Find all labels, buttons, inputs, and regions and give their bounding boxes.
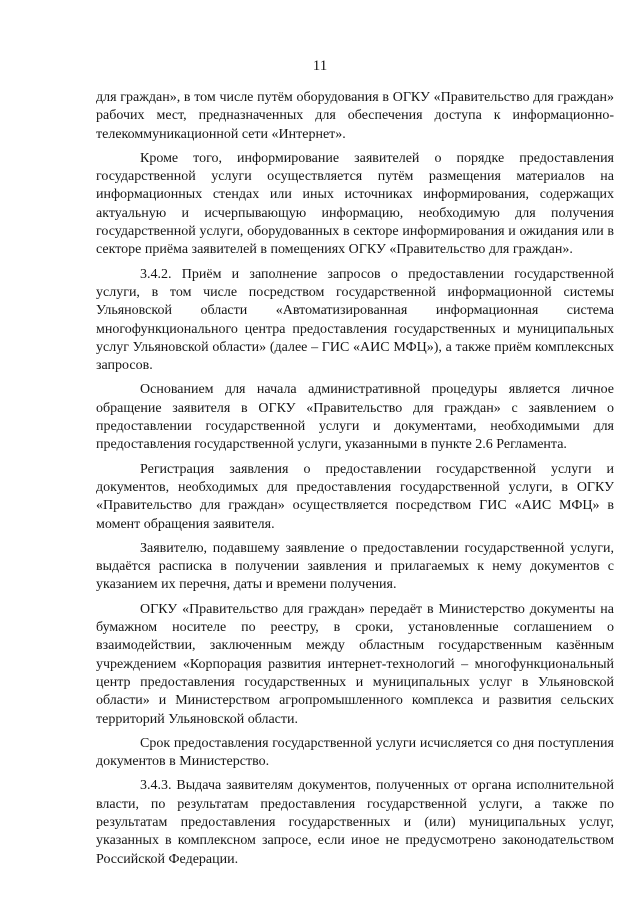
page-number: 11 [312,58,328,74]
paragraph-service-term: Срок предоставления государственной услуги исчисляется со дня поступления документов в Министерство. [96,735,614,770]
paragraph-document-transfer: ОГКУ «Правительство для граждан» передаёт в Министерство документы на бумажном носителе по реестру, в сроки, установленные соглашением о взаимодействии, заключенным между областным государственным казённым учреждением «Корпорация развития интернет-технологий – многофункциональный центр предоставления государственных и муниципальных услуг в Ульяновской области» и Министерством агропромышленного комплекса и развития сельских территорий Ульяновской области. [96,601,614,727]
paragraph-section-3-4-2: 3.4.2. Приём и заполнение запросов о предоставлении государственной услуги, в том числе посредством государственной информационной системы Ульяновской области «Автоматизированная информационная система многофункционального центра предоставления государственных и муниципальных услуг Ульяновской области» (далее – ГИС «АИС МФЦ»), а также приём комплексных запросов. [96,266,614,374]
paragraph-procedure-basis: Основанием для начала административной процедуры является личное обращение заявителя в ОГКУ «Правительство для граждан» с заявлением о предоставлении государственной услуги и документами, необходимыми для предоставления государственной услуги, указанными в пункте 2.6 Регламента. [96,382,614,453]
paragraph-receipt: Заявителю, подавшему заявление о предоставлении государственной услуги, выдаётся расписка в получении заявления и прилагаемых к нему документов с указанием их перечня, даты и времени получения. [96,540,614,593]
paragraph-informing: Кроме того, информирование заявителей о порядке предоставления государственной услуги осуществляется путём размещения материалов на информационных стендах или иных источниках информирования, содержащих актуальную и исчерпывающую информацию, необходимую для получения государственной услуги, оборудованных в секторе информирования и ожидания или в секторе приёма заявителей в помещениях ОГКУ «Правительство для граждан». [96,150,614,258]
document-body [96,89,614,875]
paragraph-section-3-4-3: 3.4.3. Выдача заявителям документов, полученных от органа исполнительной власти, по результатам предоставления государственной услуги, а также по результатам предоставления государственных и (или) муниципальных услуг, указанных в комплексном запросе, если иное не предусмотрено законодательством Российской Федерации. [96,778,614,867]
paragraph-continuation: для граждан», в том числе путём оборудования в ОГКУ «Правительство для граждан» рабочих мест, предназначенных для обеспечения доступа к информационно-телекоммуникационной сети «Интернет». [96,90,614,142]
paragraph-registration: Регистрация заявления о предоставлении государственной услуги и документов, необходимых для предоставления государственной услуги, в ОГКУ «Правительство для граждан» осуществляется посредством ГИС «АИС МФЦ» в момент обращения заявителя. [96,461,614,532]
